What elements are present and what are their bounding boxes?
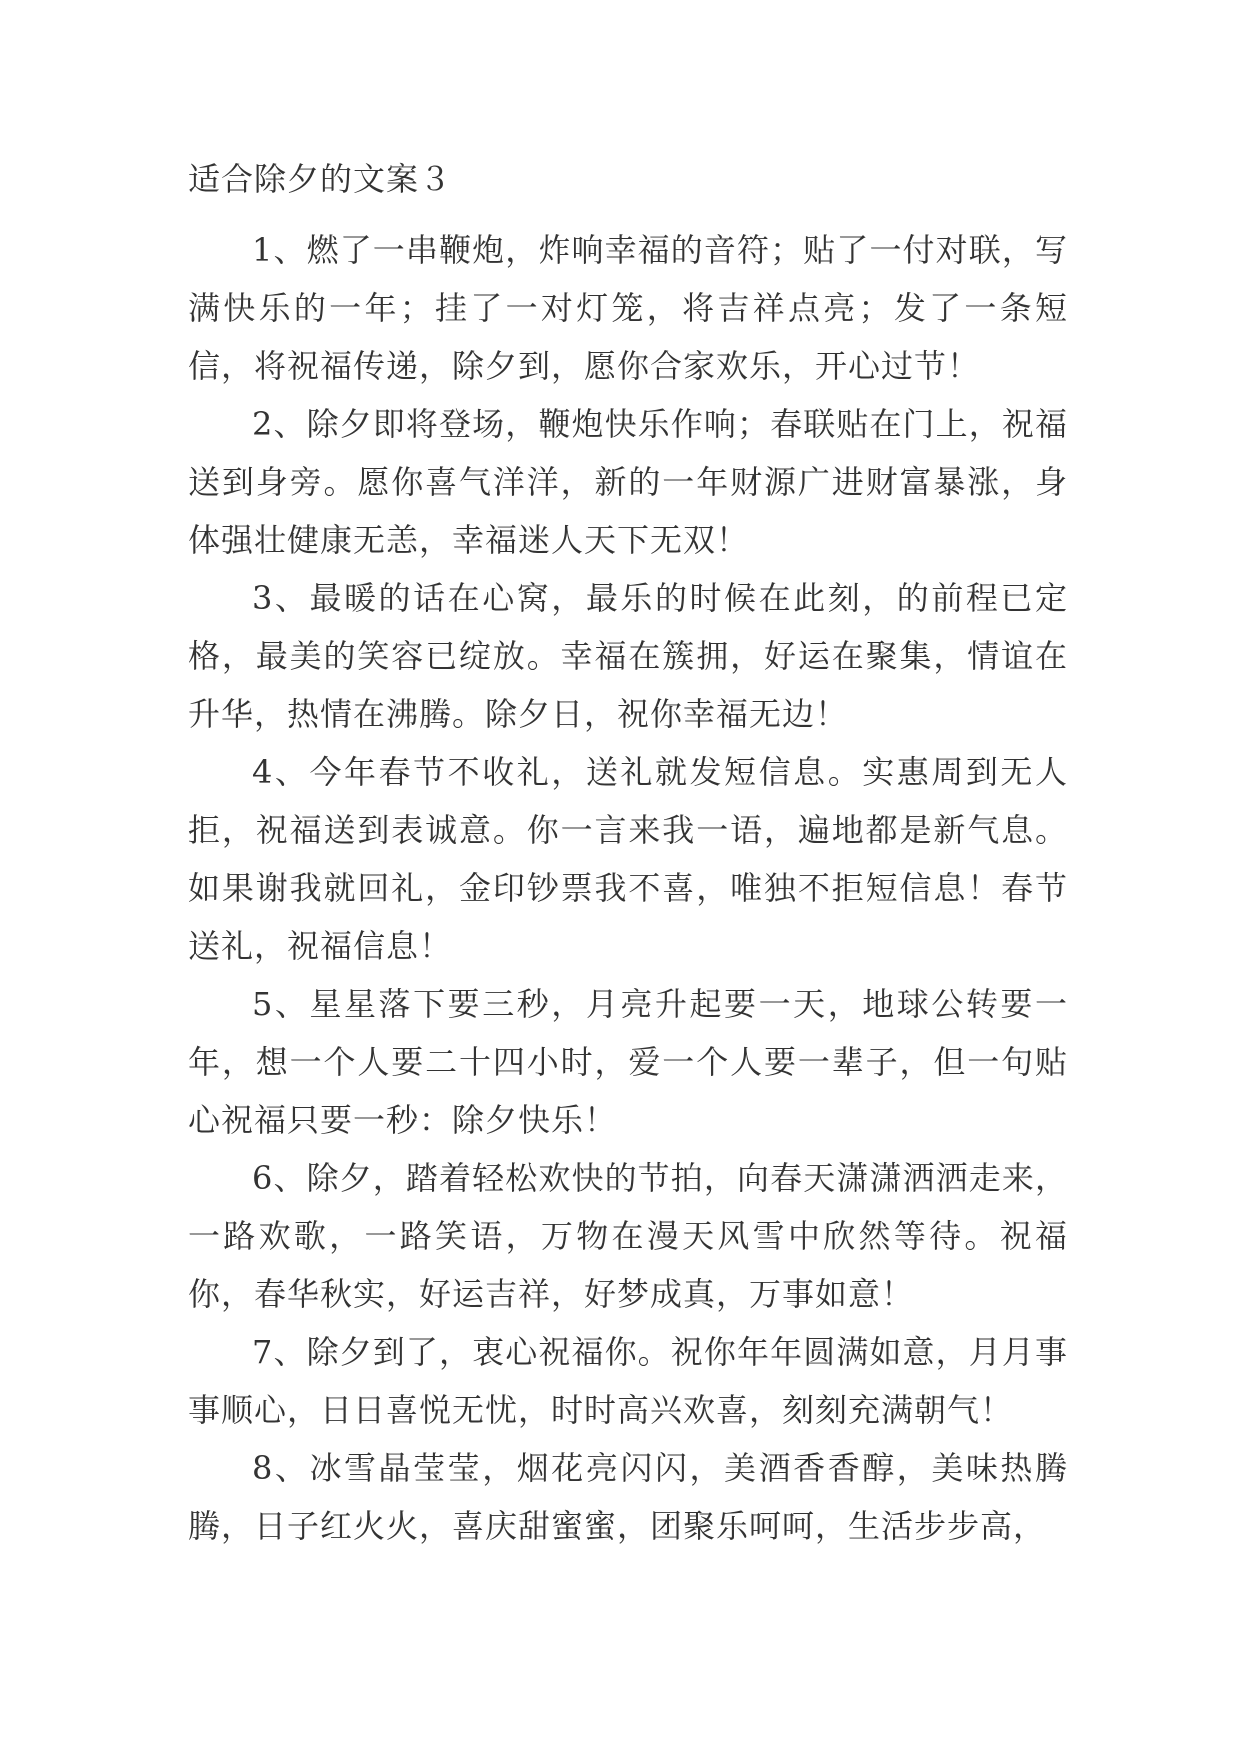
paragraph-6: 6、除夕，踏着轻松欢快的节拍，向春天潇潇洒洒走来，一路欢歌，一路笑语，万物在漫天风雪中欣然等待。祝福你，春华秋实，好运吉祥，好梦成真，万事如意！ <box>188 1159 1068 1313</box>
paragraph-8: 8、冰雪晶莹莹，烟花亮闪闪，美酒香香醇，美味热腾腾，日子红火火，喜庆甜蜜蜜，团聚乐呵呵，生活步步高， <box>188 1449 1068 1545</box>
paragraph-5: 5、星星落下要三秒，月亮升起要一天，地球公转要一年，想一个人要二十四小时，爱一个人要一辈子，但一句贴心祝福只要一秒：除夕快乐！ <box>188 985 1068 1139</box>
document-title: 适合除夕的文案３ <box>188 160 453 198</box>
paragraph-3: 3、最暖的话在心窝，最乐的时候在此刻，的前程已定格，最美的笑容已绽放。幸福在簇拥，好运在聚集，情谊在升华，热情在沸腾。除夕日，祝你幸福无边！ <box>188 579 1068 733</box>
paragraph-4: 4、今年春节不收礼，送礼就发短信息。实惠周到无人拒，祝福送到表诚意。你一言来我一语，遍地都是新气息。如果谢我就回礼，金印钞票我不喜，唯独不拒短信息！春节送礼，祝福信息！ <box>188 753 1068 965</box>
paragraph-7: 7、除夕到了，衷心祝福你。祝你年年圆满如意，月月事事顺心，日日喜悦无忧，时时高兴欢喜，刻刻充满朝气！ <box>188 1333 1068 1429</box>
paragraph-2: 2、除夕即将登场，鞭炮快乐作响；春联贴在门上，祝福送到身旁。愿你喜气洋洋，新的一年财源广进财富暴涨，身体强壮健康无恙，幸福迷人天下无双！ <box>188 405 1068 559</box>
paragraph-1: 1、燃了一串鞭炮，炸响幸福的音符；贴了一付对联，写满快乐的一年；挂了一对灯笼，将吉祥点亮；发了一条短信，将祝福传递，除夕到，愿你合家欢乐，开心过节！ <box>188 231 1068 385</box>
document-body <box>188 160 1068 1555</box>
